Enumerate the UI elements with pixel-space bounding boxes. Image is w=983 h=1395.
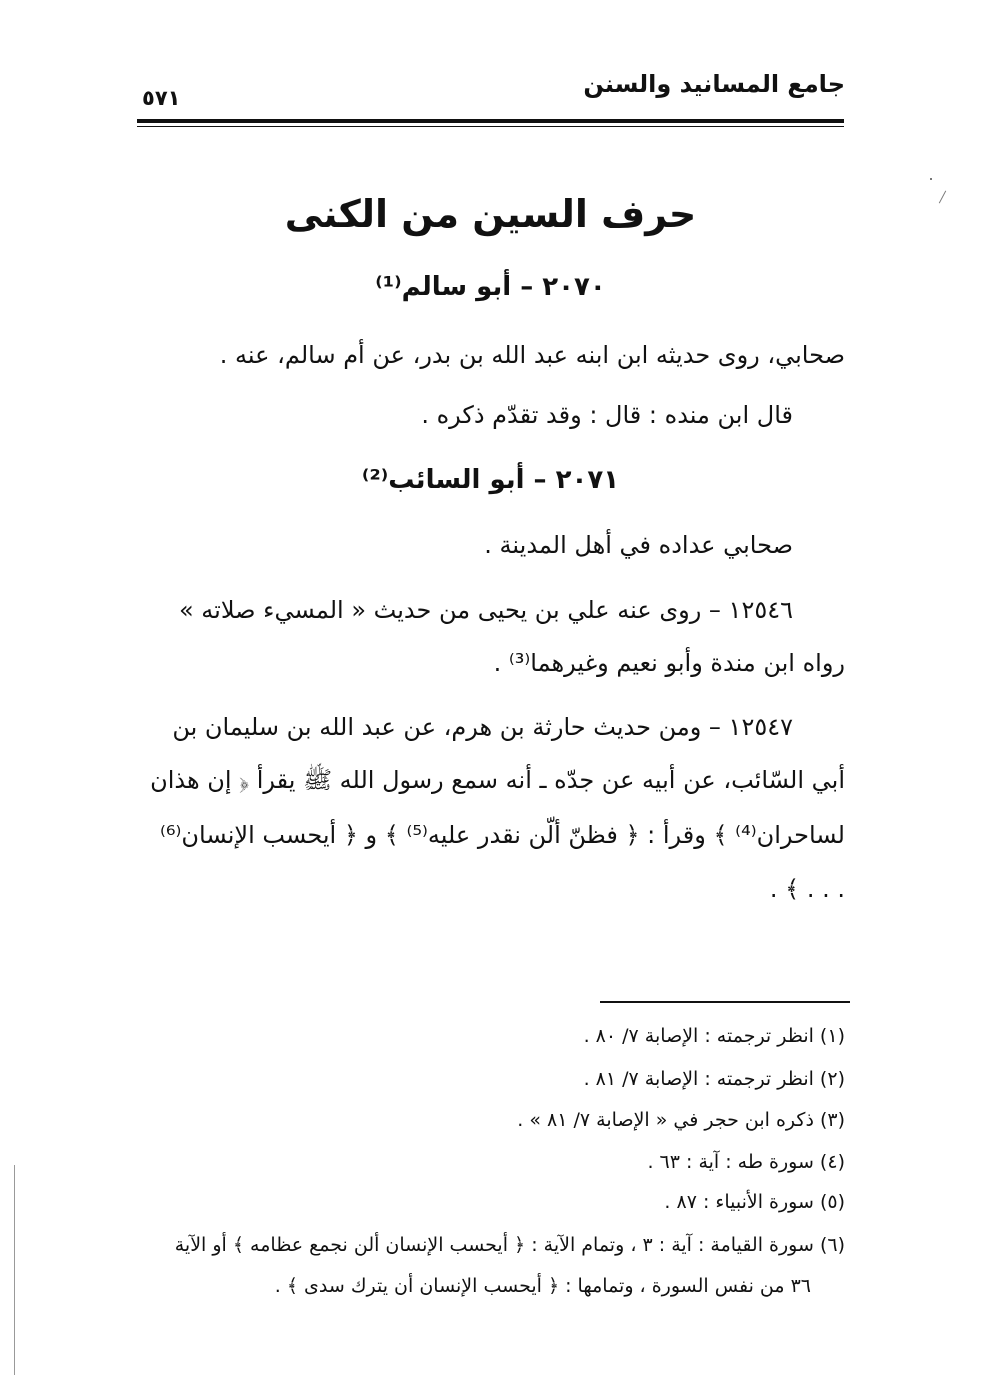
footnote-3: (٣) ذكره ابن حجر في « الإصابة ٧/ ٨١ » . <box>517 1109 845 1131</box>
body-line-3: صحابي عداده في أهل المدينة . <box>484 531 793 559</box>
body-line-5: رواه ابن مندة وأبو نعيم وغيرهما⁽³⁾ . <box>493 649 845 677</box>
footnote-5: (٥) سورة الأنبياء : ٨٧ . <box>664 1191 845 1213</box>
scan-artifact-edge <box>14 1165 15 1375</box>
footnote-separator <box>600 1001 850 1003</box>
scan-artifact-dot <box>930 178 932 180</box>
body-line-6: ١٢٥٤٧ – ومن حديث حارثة بن هرم، عن عبد الله بن سليمان بن <box>172 713 793 741</box>
header-rule-thin <box>137 126 844 127</box>
scan-artifact-mark <box>939 191 946 204</box>
entry-heading-2071: ٢٠٧١ – أبو السائب⁽²⁾ <box>361 465 620 495</box>
header-rule <box>137 119 844 123</box>
footnote-4: (٤) سورة طه : آية : ٦٣ . <box>647 1151 845 1173</box>
body-line-1: صحابي، روى حديثه ابن ابنه عبد الله بن بدر، عن أم سالم، عنه . <box>219 341 845 369</box>
footnote-6-line-1: (٦) سورة القيامة : آية : ٣ ، وتمام الآية : ﴿ أيحسب الإنسان ألن نجمع عظامه ﴾ أو الآية <box>174 1234 845 1256</box>
footnote-2: (٢) انظر ترجمته : الإصابة ٧/ ٨١ . <box>583 1068 845 1090</box>
page-number: ٥٧١ <box>142 86 181 110</box>
body-line-9: . . . ﴾ . <box>769 875 845 903</box>
footnote-1: (١) انظر ترجمته : الإصابة ٧/ ٨٠ . <box>583 1025 845 1047</box>
chapter-title: حرف السين من الكنى <box>284 192 697 236</box>
body-line-4: ١٢٥٤٦ – روى عنه علي بن يحيى من حديث « المسيء صلاته » <box>178 596 793 624</box>
running-title: جامع المسانيد والسنن <box>583 70 845 98</box>
footnote-6-line-2: ٣٦ من نفس السورة ، وتمامها : ﴿ أيحسب الإنسان أن يترك سدى ﴾ . <box>274 1275 811 1297</box>
entry-heading-2070: ٢٠٧٠ – أبو سالم⁽¹⁾ <box>375 272 606 302</box>
body-line-7: أبي السّائب، عن أبيه عن جدّه ـ أنه سمع رسول الله ﷺ يقرأ ﴿ إن هذان <box>150 766 845 794</box>
body-line-2: قال ابن منده : قال : وقد تقدّم ذكره . <box>421 401 793 429</box>
body-line-8: لساحران⁽⁴⁾ ﴾ وقرأ : ﴿ فظنّ ألّن نقدر عليه⁽⁵⁾ ﴾ و ﴿ أيحسب الإنسان⁽⁶⁾ <box>159 821 845 849</box>
